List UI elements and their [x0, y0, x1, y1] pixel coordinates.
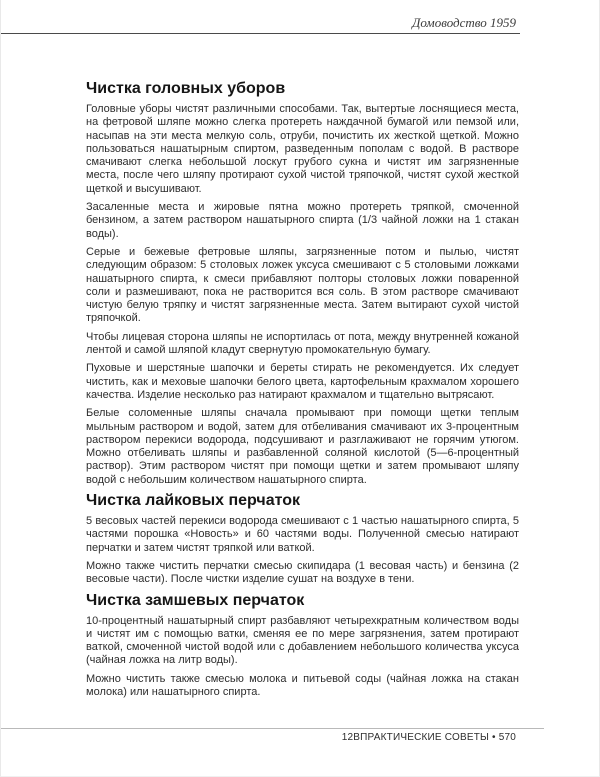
page-content — [86, 80, 519, 704]
section-heading-kid-gloves: Чистка лайковых перчаток — [86, 492, 301, 510]
paragraph: Белые соломенные шляпы сначала промывают при помощи щетки теплым мыльным раствором и водой, затем для отбеливания смачивают их 3-процентным раствором перекиси водорода, подсушивают и разглаживают не горячим утюгом. Можно отбеливать шляпы и разбавленной соляной кислотой (5—6-процентный раствор). Этим раствором чистят при помощи щетки и затем промывают шляпу водой с небольшим количеством нашатырного спирта. — [86, 407, 519, 486]
paragraph: 10-процентный нашатырный спирт разбавляют четырехкратным количеством воды и чистят им с помощью ватки, сменяя ее по мере загрязнения, затем протирают ваткой, смоченной чистой водой или с добавлением небольшого количества уксуса (чайная ложка на литр воды). — [86, 614, 519, 667]
section-heading-hats: Чистка головных уборов — [86, 80, 286, 97]
paragraph: Можно также чистить перчатки смесью скипидара (1 весовая часть) и бензина (2 весовые части). После чистки изделие сушат на воздухе в тени. — [86, 559, 519, 586]
paragraph: Головные уборы чистят различными способами. Так, вытертые лоснящиеся места, на фетровой шляпе можно слегка протереть наждачной бумагой или пемзой или, насыпав на эти места мелкую соль, отруби, почистить их жесткой щеткой. Можно пользоваться нашатырным спиртом, разведенным пополам с водой. В растворе смачивают слегка небольшой лоскут грубого сукна и чистят им загрязненные места, после чего шляпу протирают сухой чистой тряпочкой, чистят сухой жесткой щеткой и высушивают. — [86, 103, 519, 195]
paragraph: Засаленные места и жировые пятна можно протереть тряпкой, смоченной бензином, а затем раствором нашатырного спирта (1/3 чайной ложки на 1 стакан воды). — [86, 201, 519, 240]
running-header: Домоводство 1959 — [412, 15, 516, 30]
paragraph: 5 весовых частей перекиси водорода смешивают с 1 частью нашатырного спирта, 5 частями порошка «Новость» и 60 частями воды. Полученной смесью натирают перчатки и затем чистят тряпкой или ваткой. — [86, 515, 519, 554]
paragraph: Чтобы лицевая сторона шляпы не испортилась от пота, между внутренней кожаной лентой и самой шляпой кладут свернутую промокательную бумагу. — [86, 330, 519, 357]
header-rule — [1, 33, 520, 34]
section-heading-suede-gloves: Чистка замшевых перчаток — [86, 591, 305, 609]
paragraph: Серые и бежевые фетровые шляпы, загрязненные потом и пылью, чистят следующим образом: 5 столовых ложек уксуса смешивают с 5 столовыми ложками нашатырного спирта, к смеси прибавляют полторы столовых ложки поваренной соли и размешивают, пока не растворится вся соль. В этом растворе смачивают чистую белую тряпку и чистят загрязненные места. Затем вытирают сухой чистой тряпочкой. — [86, 245, 519, 325]
paragraph: Можно чистить также смесью молока и питьевой соды (чайная ложка на стакан молока) или нашатырного спирта. — [86, 672, 519, 698]
footer-rule — [1, 728, 544, 729]
page-footer: 12ВПРАКТИЧЕСКИЕ СОВЕТЫ • 570 — [341, 732, 516, 743]
paragraph: Пуховые и шерстяные шапочки и береты стирать не рекомендуется. Их следует чистить, как и меховые шапочки белого цвета, картофельным крахмалом хорошего качества. Изделие несколько раз натирают крахмалом и тщательно вытрясают. — [86, 362, 519, 401]
